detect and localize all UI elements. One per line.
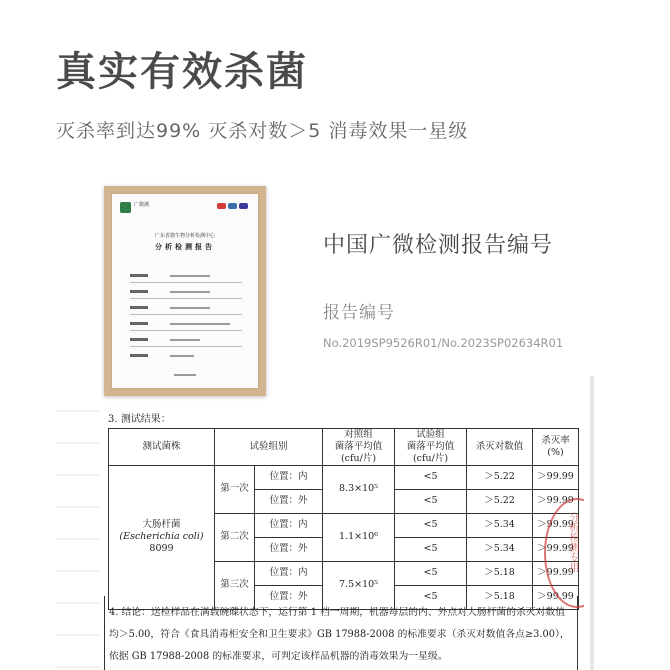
log-cell: ＞5.22 xyxy=(467,489,533,513)
round-label: 第二次 xyxy=(215,513,255,561)
cert-field-label xyxy=(130,306,148,309)
report-numbers: No.2019SP9526R01/No.2023SP02634R01 xyxy=(323,336,564,350)
position-cell: 位置：内 xyxy=(255,465,323,489)
lab-logo-icon xyxy=(120,202,131,213)
cma-logo-icon xyxy=(217,203,226,209)
conclusion-text: 4. 结论：送检样品在满载碗碟状态下，运行第 1 档一周期，机器每层的内、外点对大肠杆菌的杀灭对数值均＞5.00，符合《食具消毒柜安全和卫生要求》GB 17988-2008 的标准要求（杀灭对数值各点≥3.00），依据 GB 17988-2008 的标准要求，可判定该样品机器的消毒效果为一星级。 xyxy=(104,596,578,670)
test-cell: <5 xyxy=(395,537,467,561)
cert-field-line xyxy=(130,282,242,283)
cert-field-line xyxy=(130,314,242,315)
test-cell: <5 xyxy=(395,585,467,609)
control-cell: 1.1×10⁶ xyxy=(323,513,395,561)
position-cell: 位置：内 xyxy=(255,513,323,537)
cert-field-value xyxy=(170,355,194,357)
header-rate: 杀灭率 (%) xyxy=(533,429,579,466)
log-cell: ＞5.34 xyxy=(467,537,533,561)
header-log: 杀灭对数值 xyxy=(467,429,533,466)
rate-cell: ＞99.99 xyxy=(533,513,579,537)
certificate-frame xyxy=(104,186,266,396)
position-cell: 位置：外 xyxy=(255,537,323,561)
table-header-row xyxy=(109,429,579,466)
certificate-document xyxy=(111,193,259,389)
certificate-title: 分析检测报告 xyxy=(155,243,215,251)
cert-field-label xyxy=(130,322,148,325)
cert-field-line xyxy=(130,330,242,331)
header-group: 试验组别 xyxy=(215,429,323,466)
log-cell: ＞5.34 xyxy=(467,513,533,537)
report-title: 中国广微检测报告编号 xyxy=(323,233,554,258)
rate-cell: ＞99.99 xyxy=(533,561,579,585)
cert-field-label xyxy=(130,290,148,293)
cert-field-value xyxy=(170,275,210,277)
table-row xyxy=(109,465,579,489)
cert-field-label xyxy=(130,274,148,277)
edge-shadow xyxy=(590,376,594,670)
strain-code: 8099 xyxy=(149,543,174,555)
cnas-logo-icon xyxy=(228,203,237,209)
cert-field-value xyxy=(170,339,200,341)
test-cell: <5 xyxy=(395,561,467,585)
section-title: 3. 测试结果： xyxy=(108,414,171,425)
control-cell: 7.5×10⁵ xyxy=(323,561,395,609)
position-cell: 位置：外 xyxy=(255,489,323,513)
watermark-strip xyxy=(56,380,100,670)
ilac-logo-icon xyxy=(239,203,248,209)
cert-field-line xyxy=(130,346,242,347)
test-cell: <5 xyxy=(395,489,467,513)
header-test: 试验组 菌落平均值 (cfu/片) xyxy=(395,429,467,466)
rate-cell: ＞99.99 xyxy=(533,585,579,609)
position-cell: 位置：外 xyxy=(255,585,323,609)
cert-field-label xyxy=(130,354,148,357)
cert-field-value xyxy=(170,307,210,309)
lab-logo-text: 广微测 xyxy=(134,202,150,208)
stamp-text: 分析检测专用 xyxy=(567,512,578,572)
strain-latin: (Escherichia coli) xyxy=(119,531,204,543)
rate-cell: ＞99.99 xyxy=(533,465,579,489)
page-subtitle: 灭杀率到达99% 灭杀对数＞5 消毒效果一星级 xyxy=(56,120,469,142)
cert-page-number xyxy=(174,374,196,376)
round-label: 第一次 xyxy=(215,465,255,513)
certificate-org: 广东省微生物分析检测中心 xyxy=(154,233,215,239)
cert-field-value xyxy=(170,323,230,325)
log-cell: ＞5.18 xyxy=(467,585,533,609)
strain-cell xyxy=(109,465,215,609)
position-cell: 位置：内 xyxy=(255,561,323,585)
control-cell: 8.3×10⁵ xyxy=(323,465,395,513)
header-control: 对照组 菌落平均值 (cfu/片) xyxy=(323,429,395,466)
test-cell: <5 xyxy=(395,465,467,489)
cert-field-label xyxy=(130,338,148,341)
page-title: 真实有效杀菌 xyxy=(56,49,308,95)
rate-cell: ＞99.99 xyxy=(533,537,579,561)
cert-field-value xyxy=(170,291,210,293)
accreditation-logos xyxy=(217,203,248,209)
test-cell: <5 xyxy=(395,513,467,537)
strain-name: 大肠杆菌 xyxy=(142,519,181,531)
cert-field-line xyxy=(130,298,242,299)
results-table xyxy=(108,428,579,610)
test-results-document xyxy=(104,402,584,670)
header-strain: 测试菌株 xyxy=(109,429,215,466)
log-cell: ＞5.22 xyxy=(467,465,533,489)
report-subtitle: 报告编号 xyxy=(323,303,395,323)
log-cell: ＞5.18 xyxy=(467,561,533,585)
round-label: 第三次 xyxy=(215,561,255,609)
rate-cell: ＞99.99 xyxy=(533,489,579,513)
